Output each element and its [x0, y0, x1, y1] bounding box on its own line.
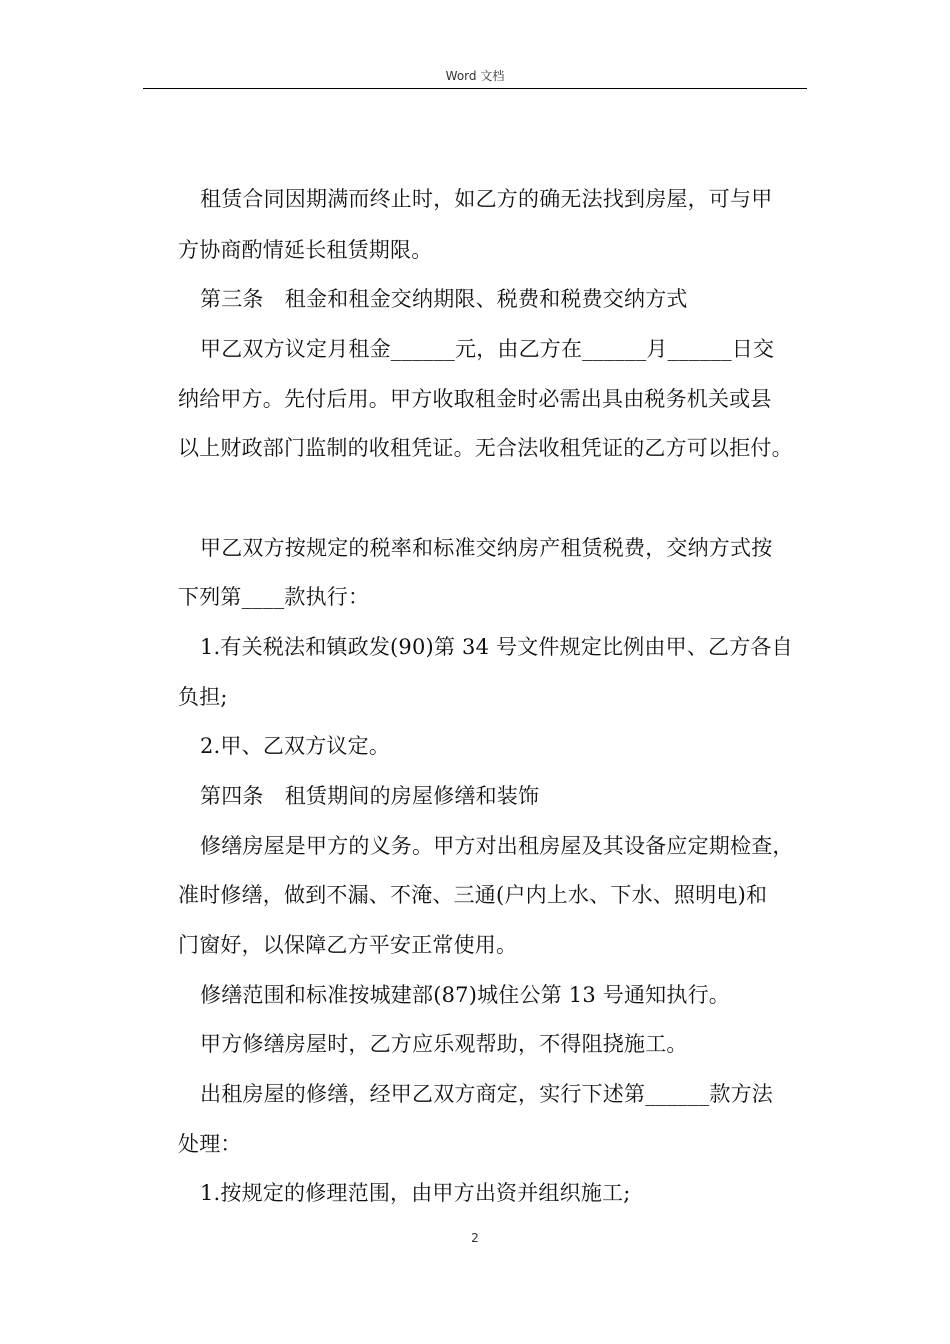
page-number: 2: [471, 1231, 479, 1245]
list-item: 1.有关税法和镇政发(90)第 34 号文件规定比例由甲、乙方各自: [200, 635, 793, 659]
paragraph-line: 甲乙双方按规定的税率和标准交纳房产租赁税费，交纳方式按: [200, 536, 773, 560]
paragraph-line: 方协商酌情延长租赁期限。: [178, 238, 433, 262]
paragraph-line: 修缮范围和标准按城建部(87)城住公第 13 号通知执行。: [200, 983, 730, 1007]
paragraph-line: 门窗好，以保障乙方平安正常使用。: [178, 933, 518, 957]
paragraph-line: 甲乙双方议定月租金______元，由乙方在______月______日交: [200, 337, 775, 361]
paragraph-line: 下列第____款执行：: [178, 585, 370, 609]
page-header-title: Word 文档: [445, 69, 505, 83]
list-item: 2.甲、乙双方议定。: [200, 734, 391, 758]
list-item: 负担;: [178, 685, 228, 709]
paragraph-line: 修缮房屋是甲方的义务。甲方对出租房屋及其设备应定期检查，: [200, 834, 794, 858]
paragraph-line: 以上财政部门监制的收租凭证。无合法收租凭证的乙方可以拒付。: [178, 436, 793, 460]
paragraph-line: 出租房屋的修缮，经甲乙双方商定，实行下述第______款方法: [200, 1082, 773, 1106]
paragraph-line: 租赁合同因期满而终止时，如乙方的确无法找到房屋，可与甲: [200, 187, 773, 211]
paragraph-line: 甲方修缮房屋时，乙方应乐观帮助，不得阻挠施工。: [200, 1032, 688, 1056]
header-divider: [143, 88, 807, 89]
paragraph-line: 纳给甲方。先付后用。甲方收取租金时必需出具由税务机关或县: [178, 387, 772, 411]
section-heading: 第四条 租赁期间的房屋修缮和装饰: [200, 784, 540, 808]
list-item: 1.按规定的修理范围，由甲方出资并组织施工;: [200, 1181, 631, 1205]
paragraph-line: 处理：: [178, 1132, 242, 1156]
paragraph-line: 准时修缮，做到不漏、不淹、三通(户内上水、下水、照明电)和: [178, 883, 768, 907]
section-heading: 第三条 租金和租金交纳期限、税费和税费交纳方式: [200, 287, 688, 311]
